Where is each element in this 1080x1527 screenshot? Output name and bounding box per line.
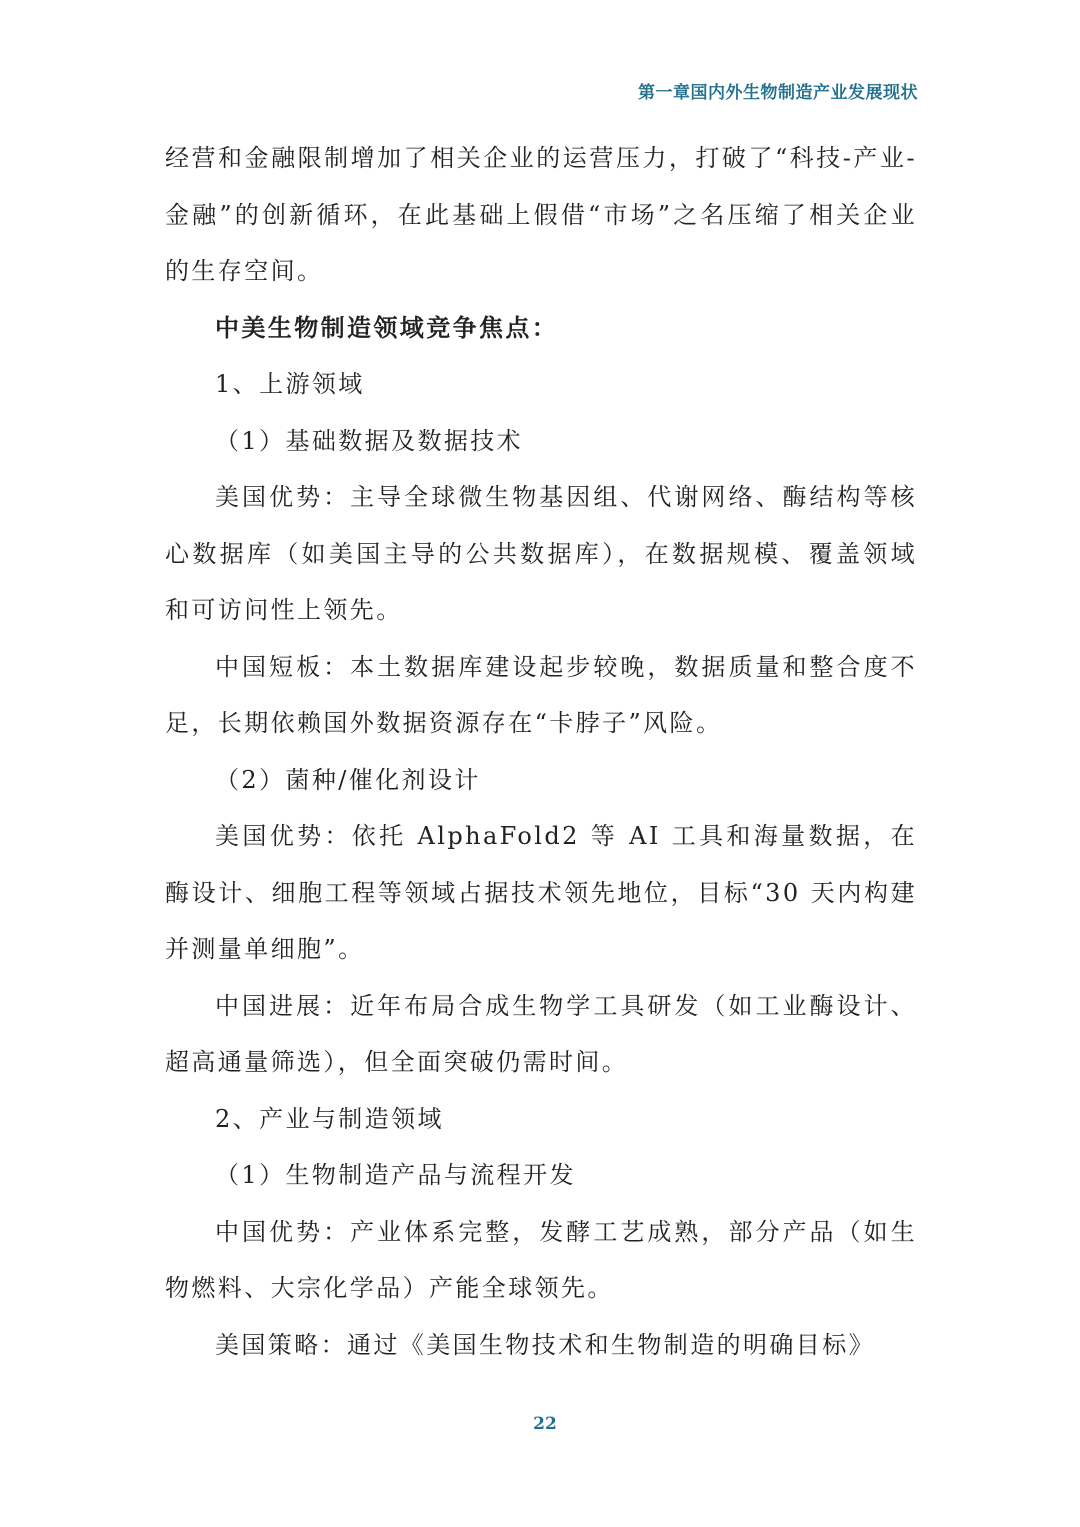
body-text <box>165 130 917 1373</box>
section-heading-competition-focus: 中美生物制造领域竞争焦点： <box>215 312 559 342</box>
subsection-heading-strain-design: （2）菌种/催化剂设计 <box>215 765 481 794</box>
section-heading-upstream: 1、上游领域 <box>215 370 365 398</box>
page-number: 22 <box>533 1414 557 1434</box>
section-heading-industry: 2、产业与制造领域 <box>215 1104 444 1133</box>
paragraph-continuation: 经营和金融限制增加了相关企业的运营压力，打破了“科技-产业-金融”的创新循环，在此基础上假借“市场”之名压缩了相关企业的生存空间。 <box>165 144 917 285</box>
paragraph-us-advantage-data: 美国优势：主导全球微生物基因组、代谢网络、酶结构等核心数据库（如美国主导的公共数据库），在数据规模、覆盖领域和可访问性上领先。 <box>165 483 917 624</box>
subsection-heading-data: （1）基础数据及数据技术 <box>215 426 524 455</box>
paragraph-china-shortcoming-data: 中国短板：本土数据库建设起步较晚，数据质量和整合度不足，长期依赖国外数据资源存在“卡脖子”风险。 <box>165 652 917 737</box>
paragraph-china-advantage-industry: 中国优势：产业体系完整，发酵工艺成熟，部分产品（如生物燃料、大宗化学品）产能全球领先。 <box>165 1217 917 1302</box>
chapter-header: 第一章国内外生物制造产业发展现状 <box>638 83 918 103</box>
paragraph-china-progress-design: 中国进展：近年布局合成生物学工具研发（如工业酶设计、超高通量筛选），但全面突破仍需时间。 <box>165 991 917 1076</box>
paragraph-us-advantage-design: 美国优势：依托 AlphaFold2 等 AI 工具和海量数据，在酶设计、细胞工程等领域占据技术领先地位，目标“30 天内构建并测量单细胞”。 <box>165 822 917 963</box>
paragraph-us-strategy: 美国策略：通过《美国生物技术和生物制造的明确目标》 <box>215 1330 875 1359</box>
subsection-heading-product-process: （1）生物制造产品与流程开发 <box>215 1161 576 1189</box>
